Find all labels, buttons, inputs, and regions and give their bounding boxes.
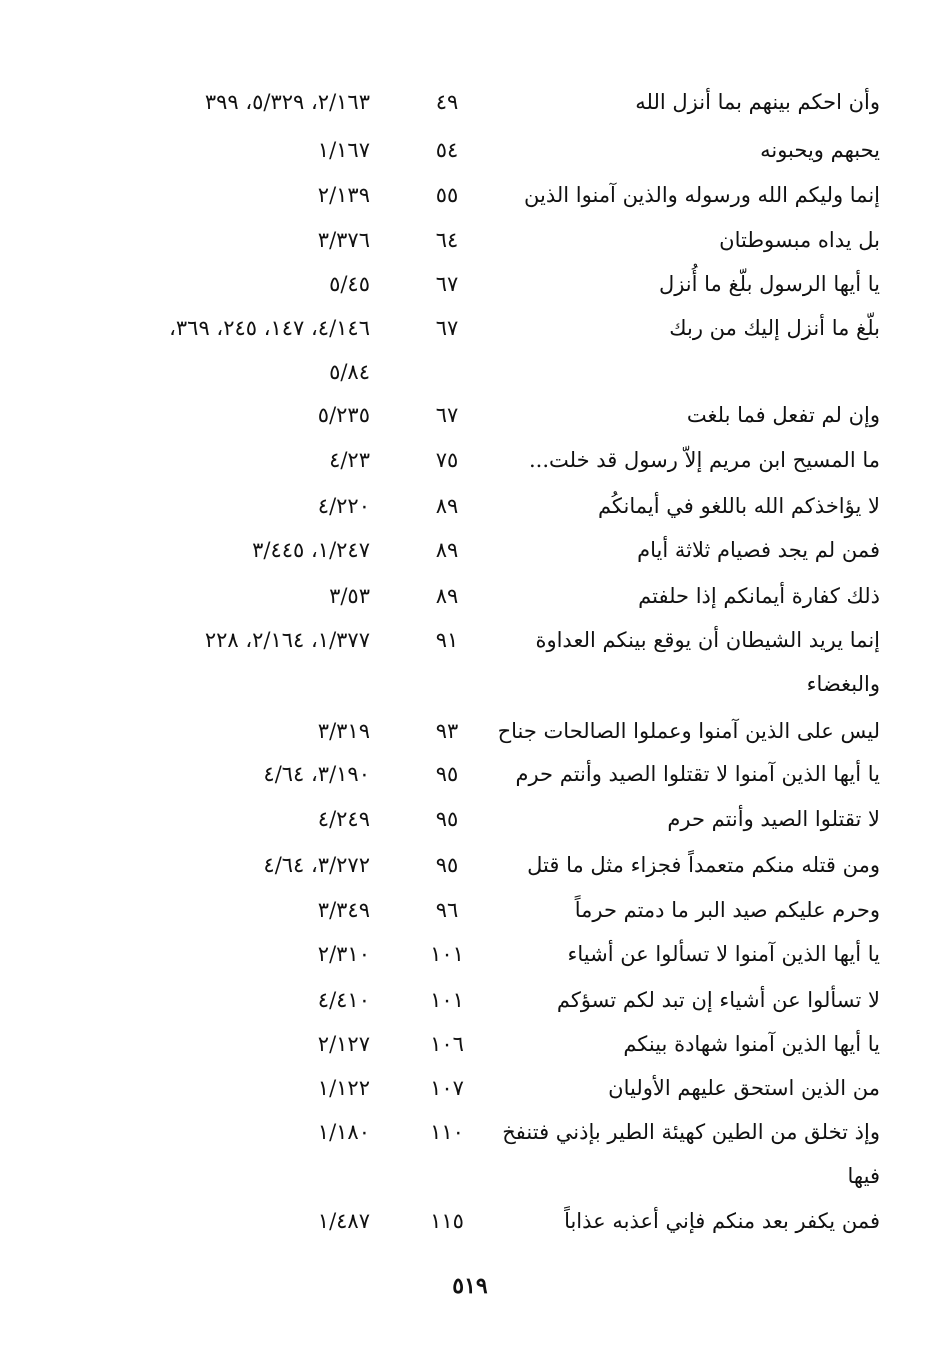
verse-text: ليس على الذين آمنوا وعملوا الصالحات جناح	[497, 719, 880, 743]
list-item	[0, 752, 940, 796]
verse-text: بلّغ ما أنزل إليك من ربك	[669, 316, 880, 340]
verse-text: يا أيها الذين آمنوا لا تقتلوا الصيد وأنتم حرم	[515, 762, 880, 786]
list-item	[0, 173, 940, 217]
list-item	[0, 80, 940, 124]
volume-page-ref: ١/١٢٢	[317, 1076, 370, 1100]
verse-number: ٩٥	[435, 853, 459, 877]
verse-text: وإذ تخلق من الطين كهيئة الطير بإذني فتنفخ	[502, 1120, 880, 1144]
list-item	[0, 306, 940, 384]
list-item	[0, 618, 940, 696]
volume-page-ref: ٤/١٤٦، ١٤٧، ٢٤٥، ٣٦٩،	[169, 316, 370, 340]
verse-number: ٩١	[435, 628, 459, 652]
verse-number: ٧٥	[435, 448, 459, 472]
verse-text: إنما وليكم الله ورسوله والذين آمنوا الذين	[524, 183, 880, 207]
list-item	[0, 843, 940, 887]
volume-page-ref: ٣/٥٣	[329, 584, 370, 608]
volume-page-ref: ٢/١٢٧	[317, 1032, 370, 1056]
verse-text: بل يداه مبسوطتان	[719, 228, 880, 252]
volume-page-ref: ١/١٦٧	[317, 138, 370, 162]
verse-number: ٩٣	[435, 719, 459, 743]
verse-number: ٦٧	[435, 272, 459, 296]
page-number: ٥١٩	[452, 1273, 488, 1299]
verse-number: ١٠١	[430, 942, 464, 966]
volume-page-ref: ٢/٣١٠	[317, 942, 370, 966]
volume-page-ref: ٤/٢٣	[329, 448, 370, 472]
verse-number: ٨٩	[435, 584, 459, 608]
list-item	[0, 574, 940, 618]
volume-page-ref-continuation: ٥/٨٤	[329, 360, 370, 384]
verse-number: ٦٧	[435, 316, 459, 340]
verse-number: ١١٠	[430, 1120, 464, 1144]
volume-page-ref: ٤/٢٤٩	[317, 807, 370, 831]
verse-text: يحبهم ويحبونه	[760, 138, 880, 162]
verse-number: ٦٤	[435, 228, 459, 252]
list-item	[0, 932, 940, 976]
volume-page-ref: ١/٢٤٧، ٣/٤٤٥	[252, 538, 370, 562]
verse-number: ١٠٧	[430, 1076, 464, 1100]
volume-page-ref: ١/١٨٠	[317, 1120, 370, 1144]
verse-text: لا تسألوا عن أشياء إن تبد لكم تسؤكم	[556, 988, 880, 1012]
list-item	[0, 1022, 940, 1066]
verse-text: يا أيها الرسول بلّغ ما أُنزل	[658, 272, 880, 296]
volume-page-ref: ٣/٣٤٩	[317, 898, 370, 922]
volume-page-ref: ٣/٣٧٦	[317, 228, 370, 252]
verse-text: يا أيها الذين آمنوا لا تسألوا عن أشياء	[567, 942, 880, 966]
list-item	[0, 528, 940, 572]
verse-text: وحرم عليكم صيد البر ما دمتم حرماً	[574, 898, 880, 922]
verse-number: ١١٥	[430, 1209, 464, 1233]
volume-page-ref: ٤/٢٢٠	[317, 494, 370, 518]
verse-text: وأن احكم بينهم بما أنزل الله	[635, 90, 880, 114]
verse-text: من الذين استحق عليهم الأوليان	[608, 1076, 880, 1100]
verse-number: ١٠١	[430, 988, 464, 1012]
verse-text-continuation: فيها	[847, 1164, 880, 1188]
verse-text: إنما يريد الشيطان أن يوقع بينكم العداوة	[535, 628, 880, 652]
volume-page-ref: ٣/٣١٩	[317, 719, 370, 743]
volume-page-ref: ٥/٤٥	[329, 272, 370, 296]
verse-number: ١٠٦	[430, 1032, 464, 1056]
list-item	[0, 709, 940, 753]
volume-page-ref: ٢/١٣٩	[317, 183, 370, 207]
verse-text: فمن يكفر بعد منكم فإني أعذبه عذاباً	[564, 1209, 880, 1233]
verse-text: ذلك كفارة أيمانكم إذا حلفتم	[638, 584, 880, 608]
verse-number: ٥٤	[435, 138, 459, 162]
list-item	[0, 484, 940, 528]
list-item	[0, 262, 940, 306]
verse-text: فمن لم يجد فصيام ثلاثة أيام	[637, 538, 880, 562]
verse-number: ٨٩	[435, 538, 459, 562]
list-item	[0, 978, 940, 1022]
verse-text: وإن لم تفعل فما بلغت	[686, 403, 880, 427]
list-item	[0, 888, 940, 932]
volume-page-ref: ٣/٢٧٢، ٤/٦٤	[263, 853, 370, 877]
volume-page-ref: ٤/٤١٠	[317, 988, 370, 1012]
verse-text: لا يؤاخذكم الله باللغو في أيمانكُم	[597, 494, 880, 518]
verse-number: ٥٥	[435, 183, 459, 207]
verse-number: ٨٩	[435, 494, 459, 518]
volume-page-ref: ٣/١٩٠، ٤/٦٤	[263, 762, 370, 786]
list-item	[0, 1110, 940, 1188]
list-item	[0, 218, 940, 262]
verse-text: ومن قتله منكم متعمداً فجزاء مثل ما قتل	[527, 853, 880, 877]
list-item	[0, 438, 940, 482]
verse-text: ما المسيح ابن مريم إلاّ رسول قد خلت...	[529, 448, 880, 472]
volume-page-ref: ١/٣٧٧، ٢/١٦٤، ٢٢٨	[204, 628, 370, 652]
list-item	[0, 797, 940, 841]
verse-number: ٩٦	[435, 898, 459, 922]
list-item	[0, 128, 940, 172]
volume-page-ref: ٢/١٦٣، ٥/٣٢٩، ٣٩٩	[204, 90, 370, 114]
volume-page-ref: ٥/٢٣٥	[317, 403, 370, 427]
verse-text: يا أيها الذين آمنوا شهادة بينكم	[623, 1032, 880, 1056]
verse-text: لا تقتلوا الصيد وأنتم حرم	[667, 807, 880, 831]
verse-number: ٦٧	[435, 403, 459, 427]
list-item	[0, 1066, 940, 1110]
list-item	[0, 1199, 940, 1243]
volume-page-ref: ١/٤٨٧	[317, 1209, 370, 1233]
verse-number: ٩٥	[435, 762, 459, 786]
verse-text-continuation: والبغضاء	[806, 672, 880, 696]
list-item	[0, 393, 940, 437]
verse-number: ٤٩	[435, 90, 459, 114]
verse-number: ٩٥	[435, 807, 459, 831]
